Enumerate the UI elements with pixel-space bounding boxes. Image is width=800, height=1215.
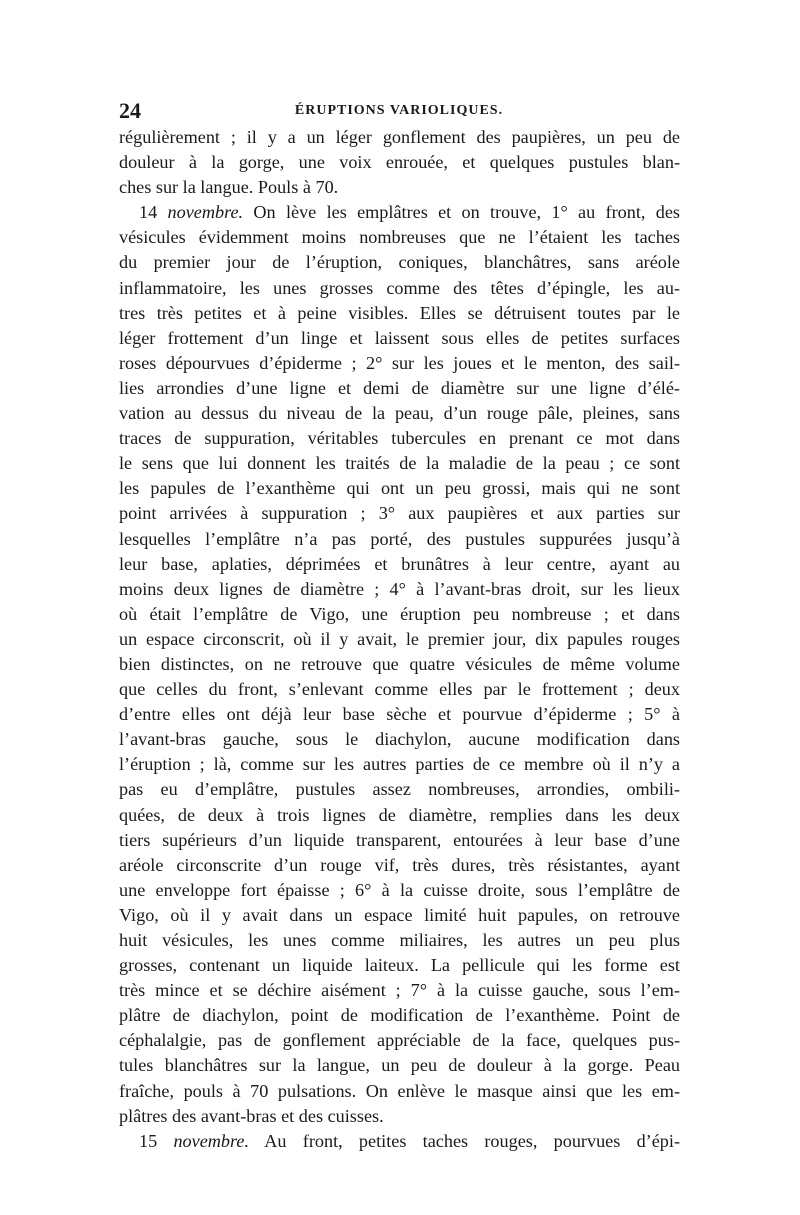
text-line: tres très petites et à peine visibles. Elles se détruisent toutes par le	[119, 302, 680, 323]
page-header	[119, 98, 679, 124]
text-line: les papules de l’exanthème qui ont un peu grossi, mais qui ne sont	[119, 478, 680, 499]
text-line: lesquelles l’emplâtre n’a pas porté, des pustules suppurées jusqu’à	[119, 528, 680, 549]
text-line: douleur à la gorge, une voix enrouée, et quelques pustules blan-	[119, 152, 680, 173]
text-line: léger frottement d’un linge et laissent sous elles de petites surfaces	[119, 327, 680, 348]
page-number: 24	[119, 98, 141, 123]
text-line: fraîche, pouls à 70 pulsations. On enlève le masque ainsi que les em-	[119, 1080, 680, 1101]
text-line: Vigo, où il y avait dans un espace limité huit papules, on retrouve	[119, 904, 680, 925]
text-line: 14 novembre. On lève les emplâtres et on trouve, 1° au front, des	[139, 202, 680, 223]
text-line: roses dépourvues d’épiderme ; 2° sur les joues et le menton, des sail-	[119, 352, 680, 373]
text-line: l’avant-bras gauche, sous le diachylon, aucune modification dans	[119, 729, 680, 750]
text-line: point arrivées à suppuration ; 3° aux paupières et aux parties sur	[119, 503, 680, 524]
text-line: tiers supérieurs d’un liquide transparent, entourées à leur base d’une	[119, 829, 680, 850]
text-line: régulièrement ; il y a un léger gonflement des paupières, un peu de	[119, 127, 680, 147]
text-line: du premier jour de l’éruption, coniques, blanchâtres, sans aréole	[119, 252, 680, 273]
text-line: ches sur la langue. Pouls à 70.	[119, 177, 339, 198]
text-line: tules blanchâtres sur la langue, un peu de douleur à la gorge. Peau	[119, 1055, 680, 1076]
running-title: ÉRUPTIONS VARIOLIQUES.	[294, 103, 504, 118]
text-line: aréole circonscrite d’un rouge vif, très dures, très résistantes, ayant	[119, 854, 680, 875]
text-line: où était l’emplâtre de Vigo, une éruption peu nombreuse ; et dans	[119, 603, 680, 624]
text-line: traces de suppuration, véritables tubercules en prenant ce mot dans	[119, 428, 680, 449]
text-line: inflammatoire, les unes grosses comme des têtes d’épingle, les au-	[119, 277, 680, 298]
text-line: une enveloppe fort épaisse ; 6° à la cuisse droite, sous l’emplâtre de	[119, 879, 680, 900]
date-label: novembre.	[173, 1130, 250, 1151]
text-line: lies arrondies d’une ligne et demi de diamètre sur une ligne d’élé-	[119, 377, 680, 398]
text-line: pas eu d’emplâtre, pustules assez nombreuses, arrondies, ombili-	[119, 779, 680, 800]
text-line: bien distinctes, on ne retrouve que quatre vésicules de même volume	[119, 653, 680, 674]
text-line: vation au dessus du niveau de la peau, d’un rouge pâle, pleines, sans	[119, 403, 680, 424]
text-line: huit vésicules, les unes comme miliaires, les autres un peu plus	[119, 930, 680, 950]
text-line: 15 novembre. Au front, petites taches rouges, pourvues d’épi-	[139, 1130, 681, 1151]
date-label: novembre.	[167, 202, 244, 223]
body-text	[119, 125, 680, 1154]
text-line: très mince et se déchire aisément ; 7° à la cuisse gauche, sous l’em-	[119, 980, 680, 1001]
text-line: céphalalgie, pas de gonflement appréciable de la face, quelques pus-	[119, 1030, 680, 1051]
text-line: d’entre elles ont déjà leur base sèche et pourvue d’épiderme ; 5° à	[119, 704, 680, 725]
text-line: plâtres des avant-bras et des cuisses.	[119, 1105, 384, 1126]
text-line: grosses, contenant un liquide laiteux. La pellicule qui les forme est	[119, 955, 680, 976]
text-line: plâtre de diachylon, point de modification de l’exanthème. Point de	[119, 1005, 680, 1026]
text-line: l’éruption ; là, comme sur les autres parties de ce membre où il n’y a	[119, 754, 680, 775]
text-line: le sens que lui donnent les traités de la maladie de la peau ; ce sont	[119, 453, 680, 474]
text-line: un espace circonscrit, où il y avait, le premier jour, dix papules rouges	[119, 628, 680, 649]
text-line: quées, de deux à trois lignes de diamètre, remplies dans les deux	[119, 804, 680, 825]
text-line: leur base, aplaties, déprimées et brunâtres à leur centre, ayant au	[119, 553, 680, 574]
text-line: moins deux lignes de diamètre ; 4° à l’avant-bras droit, sur les lieux	[119, 578, 680, 599]
text-line: que celles du front, s’enlevant comme elles par le frottement ; deux	[119, 679, 680, 700]
text-line: vésicules évidemment moins nombreuses que ne l’étaient les taches	[119, 227, 680, 248]
